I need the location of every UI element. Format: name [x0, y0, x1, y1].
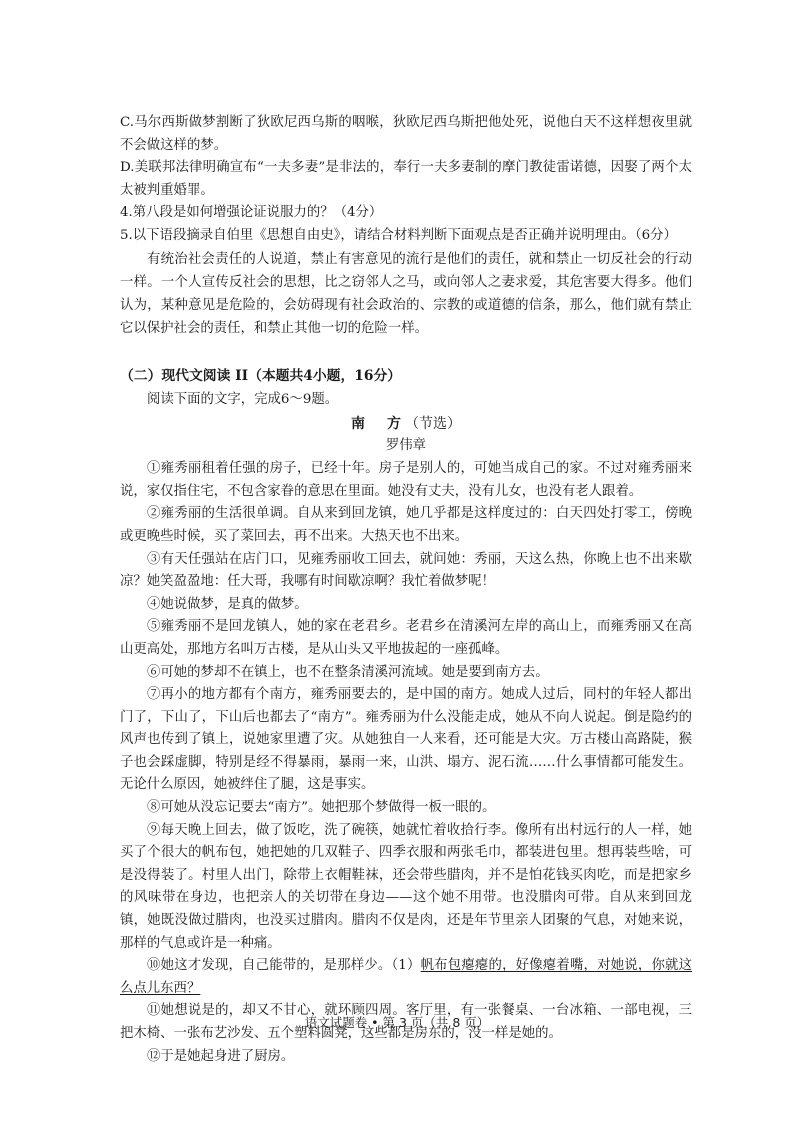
page-footer: 语文试题卷 • 第 3 页（共 8 页） — [304, 1015, 490, 1030]
paragraph: ③有天任强站在店门口，见雍秀丽收工回去，就问她：秀丽，天这么热，你晚上也不出来歇凉？她笑盈盈地：任大哥，我哪有时间歇凉啊？我忙着做梦呢！ — [120, 551, 692, 590]
paragraph-10-text: ⑩她这才发现，自己能带的，是那样少。（1） — [147, 958, 421, 974]
article-title — [120, 413, 692, 435]
paragraph: ⑦再小的地方都有个南方，雍秀丽要去的，是中国的南方。她成人过后，同村的年轻人都出门了，下山了，下山后也都去了“南方”。雍秀丽为什么没能走成，她从不向人说起。倒是隐约的风声也传到了镇上，说她家里遭了灾。从她独自一人来看，还可能是大灾。万古楼山高路陡，猴子也会踩虚脚，特别是经不得暴雨，暴雨一来，山洪、塌方、泥石流……什么事情都可能发生。无论什么原因，她被绊住了腿，这是事实。 — [120, 687, 692, 793]
article-title-text: 南 方 — [351, 416, 405, 433]
paragraph: ②雍秀丽的生活很单调。自从来到回龙镇，她几乎都是这样度过的：白天四处打零工，傍晚或更晚些时候，买了菜回去，再不出来。大热天也不出来。 — [120, 506, 692, 544]
option-c: C.马尔西斯做梦割断了狄欧尼西乌斯的咽喉，狄欧尼西乌斯把他处死，说他白天不这样想夜里就不会做这样的梦。 — [120, 115, 692, 153]
exam-page — [120, 112, 692, 1068]
underlined-sentence: 帆布包瘪瘪的，好像瘪着嘴，对她说，你就这么点儿东西？ — [120, 958, 692, 996]
paragraph: ⑫于是她起身进了厨房。 — [147, 1048, 295, 1064]
paragraph: ⑪她想说是的，却又不甘心，就环顾四周。客厅里，有一张餐桌、一台冰箱、一部电视，三把木椅、一张布艺沙发、五个塑料圆凳，这些都是房东的，没一样是她的。 — [120, 1003, 692, 1041]
paragraph: ⑧可她从没忘记要去“南方”。她把那个梦做得一板一眼的。 — [147, 800, 496, 816]
question-4: 4.第八段是如何增强论证说服力的？（4分） — [120, 205, 383, 221]
article-title-sub: （节选） — [405, 416, 461, 433]
paragraph-10 — [120, 955, 692, 1000]
option-d: D.美联邦法律明确宣布“一夫多妻”是非法的，奉行一夫多妻制的摩门教徒雷诺德，因娶了两个太太被判重婚罪。 — [120, 160, 692, 198]
section-heading: （二）现代文阅读 II（本题共4小题，16分） — [120, 367, 402, 384]
question-5: 5.以下语段摘录自伯里《思想自由史》，请结合材料判断下面观点是否正确并说明理由。（6分） — [120, 227, 677, 243]
paragraph: ①雍秀丽租着任强的房子，已经十年。房子是别人的，可她当成自己的家。不过对雍秀丽来说，家仅指住宅，不包含家眷的意思在里面。她没有丈夫，没有儿女，也没有老人跟着。 — [120, 461, 692, 499]
section-instruction: 阅读下面的文字，完成6～9题。 — [147, 391, 339, 407]
paragraph: ⑤雍秀丽不是回龙镇人，她的家在老君乡。老君乡在清溪河左岸的高山上，而雍秀丽又在高山更高处，那地方名叫万古楼，是从山头又平地拔起的一座孤峰。 — [120, 619, 692, 657]
question-5-quote: 有统治社会责任的人说道，禁止有害意见的流行是他们的责任，就和禁止一切反社会的行动一样。一个人宣传反社会的思想，比之窃邻人之马，或向邻人之妻求爱，其危害要大得多。他们认为，某种意见是危险的，会妨碍现有社会政治的、宗教的或道德的信条，那么，他们就有禁止它以保护社会的责任，和禁止其他一切的危险一样。 — [120, 251, 692, 336]
article-author: 罗伟章 — [385, 438, 427, 454]
paragraph: ⑥可她的梦却不在镇上，也不在整条清溪河流域。她是要到南方去。 — [147, 664, 549, 680]
paragraph: ④她说做梦，是真的做梦。 — [147, 596, 308, 612]
paragraph: ⑨每天晚上回去，做了饭吃，洗了碗筷，她就忙着收拾行李。像所有出村远行的人一样，她买了个很大的帆布包，她把她的几双鞋子、四季衣服和两张毛巾，都装进包里。想再装些啥，可是没得装了。村里人出门，除带上衣帽鞋袜，还会带些腊肉，并不是怕花钱买肉吃，而是把家乡的风味带在身边，也把亲人的关切带在身边——这个她不用带。也没腊肉可带。自从来到回龙镇，她既没做过腊肉，也没买过腊肉。腊肉不仅是肉，还是年节里亲人团聚的气息，对她来说，那样的气息或许是一种痛。 — [120, 822, 692, 951]
